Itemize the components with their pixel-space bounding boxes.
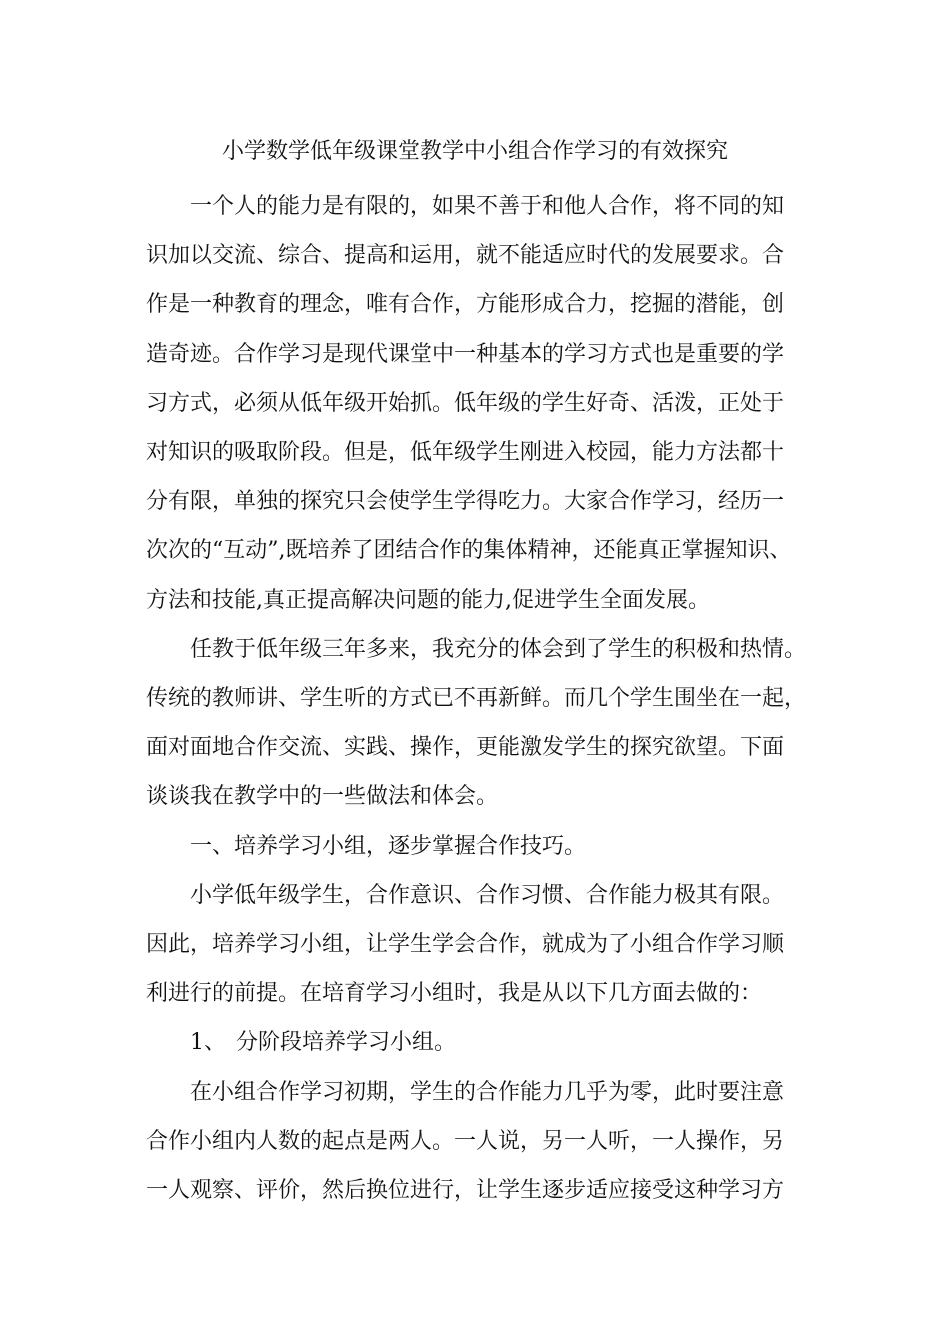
paragraph-line: 传统的教师讲、学生听的方式已不再新鲜。而几个学生围坐在一起， — [146, 686, 807, 712]
paragraph-line: 习方式，必须从低年级开始抓。低年级的学生好奇、活泼，正处于 — [146, 390, 785, 416]
paragraph-line: 利进行的前提。在培育学习小组时，我是从以下几方面去做的： — [146, 981, 763, 1007]
paragraph-line: 一人观察、评价，然后换位进行，让学生逐步适应接受这种学习方 — [146, 1178, 785, 1204]
paragraph-line: 在小组合作学习初期，学生的合作能力几乎为零，此时要注意 — [190, 1079, 785, 1105]
item-text: 分阶段培养学习小组。 — [236, 1030, 457, 1056]
section-heading: 一、培养学习小组，逐步掌握合作技巧。 — [190, 833, 587, 859]
paragraph-line: 分有限，单独的探究只会使学生学得吃力。大家合作学习，经历一 — [146, 489, 785, 515]
paragraph-line: 造奇迹。合作学习是现代课堂中一种基本的学习方式也是重要的学 — [146, 341, 785, 367]
paragraph-line: 对知识的吸取阶段。但是，低年级学生刚进入校园，能力方法都十 — [146, 440, 785, 466]
paragraph-line: 合作小组内人数的起点是两人。一人说，另一人听，一人操作，另 — [146, 1128, 785, 1154]
paragraph-line: 次次的“互动”,既培养了团结合作的集体精神，还能真正掌握知识、 — [146, 538, 792, 564]
document-title: 小学数学低年级课堂教学中小组合作学习的有效探究 — [221, 139, 728, 164]
paragraph-line: 面对面地合作交流、实践、操作，更能激发学生的探究欲望。下面 — [146, 735, 785, 761]
paragraph-line: 因此，培养学习小组，让学生学会合作，就成为了小组合作学习顺 — [146, 932, 785, 958]
paragraph-line: 方法和技能,真正提高解决问题的能力,促进学生全面发展。 — [146, 587, 710, 613]
paragraph-line: 小学低年级学生，合作意识、合作习惯、合作能力极其有限。 — [190, 882, 785, 908]
paragraph-line: 任教于低年级三年多来，我充分的体会到了学生的积极和热情。 — [190, 636, 807, 662]
document-body — [146, 182, 810, 1215]
numbered-item — [146, 1018, 810, 1067]
paragraph-line: 一个人的能力是有限的，如果不善于和他人合作，将不同的知 — [190, 194, 785, 219]
paragraph-line: 作是一种教育的理念，唯有合作，方能形成合力，挖掘的潜能，创 — [146, 292, 785, 318]
paragraph-line: 识加以交流、综合、提高和运用，就不能适应时代的发展要求。合 — [146, 243, 785, 269]
paragraph-line: 谈谈我在教学中的一些做法和体会。 — [146, 784, 499, 810]
item-number: 1、 — [190, 1030, 226, 1056]
